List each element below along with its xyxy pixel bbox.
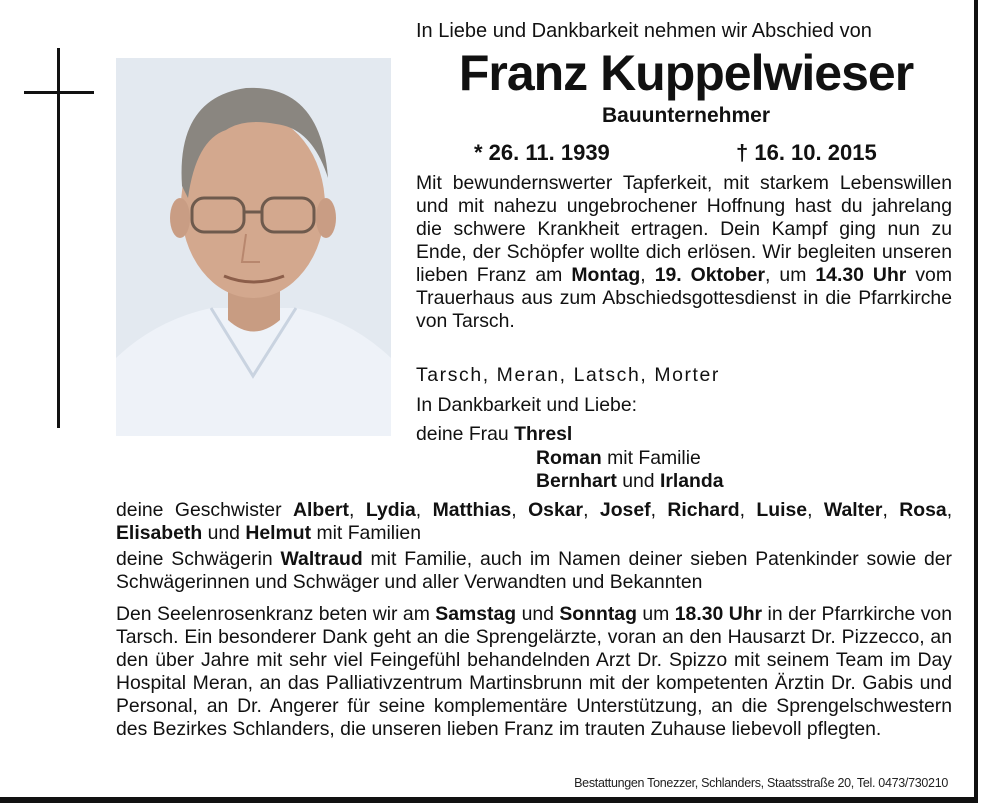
- sibling-name: Elisabeth: [116, 522, 203, 544]
- child-name-1: Bernhart: [536, 470, 617, 492]
- rosary-day-1: Samstag: [435, 603, 517, 625]
- closing-text-2: und: [516, 603, 560, 625]
- son-suffix: mit Familie: [607, 446, 701, 469]
- rosary-time: 18.30 Uhr: [674, 603, 763, 625]
- sibling-comma: ,: [511, 499, 517, 521]
- funeral-time: 14.30 Uhr: [815, 264, 907, 286]
- wife-name: Thresl: [514, 423, 573, 445]
- birth-date: * 26. 11. 1939: [474, 140, 610, 165]
- family-row-son: [416, 447, 724, 471]
- son-name: Roman: [536, 446, 602, 469]
- sibling-comma: ,: [650, 499, 656, 521]
- main-text-4: vom Trauerhaus aus zum Abschiedsgottesdienst in die Pfarrkirche von Tarsch.: [416, 264, 952, 332]
- main-text-1: Mit bewundernswerter Tapferkeit, mit starkem Lebenswillen und mit nahezu ungebrochener Hoffnung hast du jahrelang die schwere Krankheit ertragen. Dein Kampf ging nun zu Ende, der Schöpfer wollte dich erlösen. Wir begleiten unseren lieben Franz am: [416, 172, 952, 286]
- sibling-comma: ,: [946, 499, 953, 521]
- sibling-name: Lydia: [365, 499, 416, 521]
- cross-vertical-bar: [57, 48, 60, 428]
- rosary-day-2: Sonntag: [559, 603, 637, 625]
- cross-horizontal-bar: [24, 91, 94, 94]
- sibling-name: Josef: [599, 499, 651, 521]
- family-list: [416, 423, 724, 494]
- sibling-name: Albert: [292, 499, 350, 521]
- sisterinlaw-paragraph: [116, 548, 952, 594]
- sibling-name: Helmut: [245, 522, 312, 544]
- death-date: † 16. 10. 2015: [736, 140, 877, 165]
- family-row-children: [416, 470, 724, 494]
- family-row-wife: [416, 423, 724, 447]
- main-text-2: ,: [640, 264, 655, 286]
- siblings-prefix: deine Geschwister: [116, 499, 282, 521]
- sibling-comma: ,: [349, 499, 355, 521]
- portrait-photo: [116, 58, 391, 436]
- sibling-name: Luise: [756, 499, 808, 521]
- closing-paragraph: [116, 603, 952, 741]
- main-paragraph: [416, 172, 952, 333]
- sibling-comma: ,: [583, 499, 589, 521]
- siblings-suffix: mit Familien: [316, 522, 421, 544]
- funeral-home-footer: Bestattungen Tonezzer, Schlanders, Staatsstraße 20, Tel. 0473/730210: [574, 776, 948, 790]
- portrait-illustration: [116, 58, 391, 436]
- sibling-name: Richard: [667, 499, 740, 521]
- thanks-line: In Dankbarkeit und Liebe:: [416, 394, 637, 416]
- sibling-comma: ,: [415, 499, 422, 521]
- siblings-und: und: [207, 522, 240, 544]
- sibling-name: Rosa: [899, 499, 947, 521]
- funeral-day: Montag: [571, 264, 641, 286]
- profession: Bauunternehmer: [601, 104, 771, 127]
- sisterinlaw-name: Waltraud: [280, 548, 363, 570]
- sisterinlaw-prefix: deine Schwägerin: [116, 548, 273, 570]
- closing-text-3: um: [636, 603, 675, 625]
- deceased-name: Franz Kuppelwieser: [458, 45, 914, 101]
- funeral-date: 19. Oktober: [654, 264, 766, 286]
- sibling-comma: ,: [807, 499, 813, 521]
- sibling-name: Matthias: [432, 499, 512, 521]
- sibling-comma: ,: [739, 499, 745, 521]
- closing-text-1: Den Seelenrosenkranz beten wir am: [116, 603, 436, 625]
- sibling-comma: ,: [882, 499, 888, 521]
- sibling-name: Oskar: [528, 499, 584, 521]
- siblings-paragraph: [116, 499, 952, 545]
- main-text-3: , um: [765, 264, 816, 286]
- sisterinlaw-rest: mit Familie, auch im Namen deiner sieben Patenkinder sowie der Schwägerinnen und Schwäger und aller Verwandten und Bekannten: [116, 548, 952, 593]
- child-name-2: Irlanda: [659, 470, 724, 492]
- closing-text-4: in der Pfarrkirche von Tarsch. Ein besonderer Dank geht an die Sprengelärzte, voran an den Hausarzt Dr. Pizzecco, an den über Jahre mit sehr viel Feingefühl behandelnden Arzt Dr. Spizzo mit seinem Team im Day Hospital Meran, an das Palliativzentrum Martinsbrunn mit der kompetenten Ärztin Dr. Gabis und Personal, an Dr. Angerer für seine komplementäre Unterstützung, an die Sprengelschwestern des Bezirkes Schlanders, die unseren lieben Franz im trauten Zuhause liebevoll pflegten.: [116, 603, 952, 740]
- intro-line: In Liebe und Dankbarkeit nehmen wir Abschied von: [416, 20, 872, 42]
- family-und: und: [622, 470, 655, 492]
- wife-prefix: deine Frau: [416, 423, 509, 445]
- places-line: Tarsch, Meran, Latsch, Morter: [416, 364, 720, 386]
- sibling-name: Walter: [823, 499, 883, 521]
